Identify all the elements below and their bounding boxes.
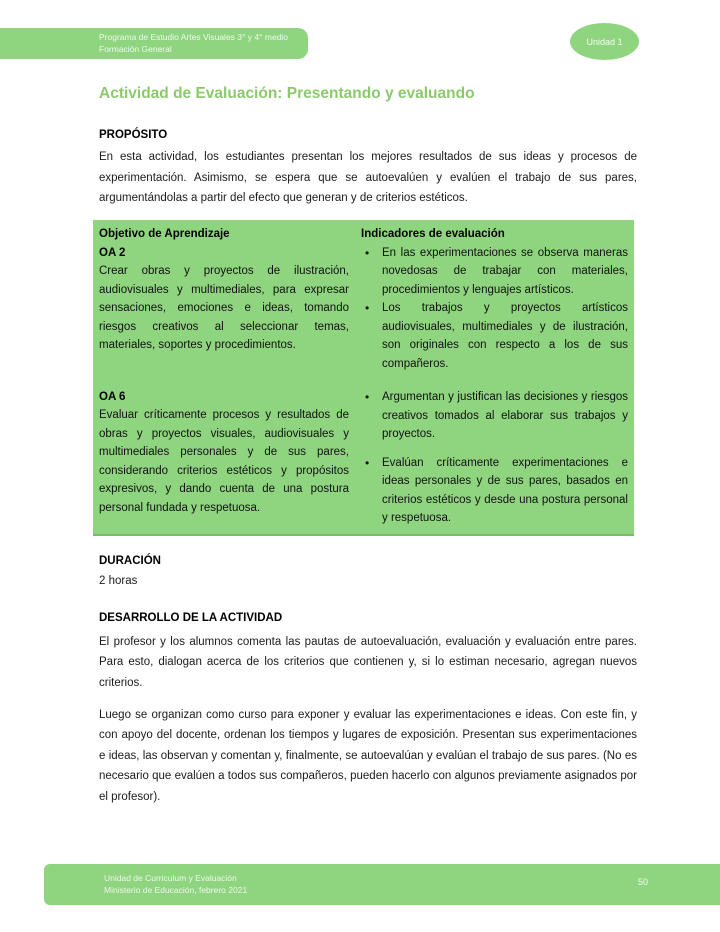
indicator-item: • Los trabajos y proyectos artísticos audiovisuales, multimediales y de ilustración, son originales con respecto a los de sus compañeros. xyxy=(361,299,628,373)
oa-column-header: Objetivo de Aprendizaje xyxy=(99,228,230,240)
unit-badge-label: Unidad 1 xyxy=(586,36,623,47)
desarrollo-paragraph-1: El profesor y los alumnos comenta las pautas de autoevaluación, evaluación y evaluación entre pares. Para esto, dialogan acerca de los criterios que contienen y, si lo estiman necesario, agregan nuevos criterios. xyxy=(99,635,637,689)
oa6-text: Evaluar críticamente procesos y resultados de obras y proyectos visuales, audiovisuales y multimediales personales y de sus pares, considerando criterios estéticos y propósitos expresivos, y dando cuenta de una postura personal fundada y respetuosa. xyxy=(99,409,349,514)
oa6-block xyxy=(99,388,349,518)
page-content xyxy=(99,0,637,819)
header-program-line2: Formación General xyxy=(99,43,172,54)
proposito-heading: PROPÓSITO xyxy=(99,129,168,141)
oa2-text: Crear obras y proyectos de ilustración, audiovisuales y multimediales, para expresar sensaciones, emociones e ideas, tomando riesgos creativos al seleccionar temas, materiales, soportes y procedimientos. xyxy=(99,265,349,351)
page-title: Actividad de Evaluación: Presentando y evaluando xyxy=(99,85,475,102)
oa6-label: OA 6 xyxy=(99,390,126,403)
oa2-label: OA 2 xyxy=(99,246,126,259)
desarrollo-paragraph-2: Luego se organizan como curso para exponer y evaluar las experimentaciones e ideas. Con este fin, y con apoyo del docente, ordenan los tiempos y lugares de exposición. Presentan sus experimentaciones e ideas, las observan y comentan y, finalmente, se autoevalúan y evalúan el trabajo de sus pares. (No es necesario que evalúen a todos sus compañeros, pueden hacerlo con algunos previamente asignados por el profesor). xyxy=(99,708,637,803)
footer-line1: Unidad de Curriculum y Evaluación xyxy=(104,873,237,883)
oa2-block xyxy=(99,244,349,355)
indicator-item: • Evalúan críticamente experimentaciones e ideas personales y de sus pares, basados en criterios estéticos y desde una postura personal y respetuosa. xyxy=(361,454,628,528)
duracion-heading: DURACIÓN xyxy=(99,554,161,567)
indicator-item: • Argumentan y justifican las decisiones y riesgos creativos tomados al elaborar sus trabajos y proyectos. xyxy=(361,388,628,444)
duracion-value: 2 horas xyxy=(99,574,138,587)
header-program-line1: Programa de Estudio Artes Visuales 3° y 4° medio xyxy=(99,32,289,42)
proposito-paragraph: En esta actividad, los estudiantes presentan los mejores resultados de sus ideas y procesos de experimentación. Asimismo, se espera que se autoevalúen y evalúen el trabajo de sus pares, argumentándolas a partir del efecto que generan y de criterios estéticos. xyxy=(99,151,637,204)
footer-bar xyxy=(44,864,720,905)
indicators-column xyxy=(361,225,628,528)
indicator-item: • En las experimentaciones se observa maneras novedosas de trabajar con materiales, procedimientos y lenguajes artísticos. xyxy=(361,244,628,300)
page-number: 50 xyxy=(637,877,648,887)
desarrollo-heading: DESARROLLO DE LA ACTIVIDAD xyxy=(99,611,283,624)
footer-line2: Ministerio de Educación, febrero 2021 xyxy=(104,885,248,895)
indicators-column-header: Indicadores de evaluación xyxy=(361,228,505,240)
oa-indicators-table xyxy=(93,220,634,536)
oa-column xyxy=(99,225,349,528)
